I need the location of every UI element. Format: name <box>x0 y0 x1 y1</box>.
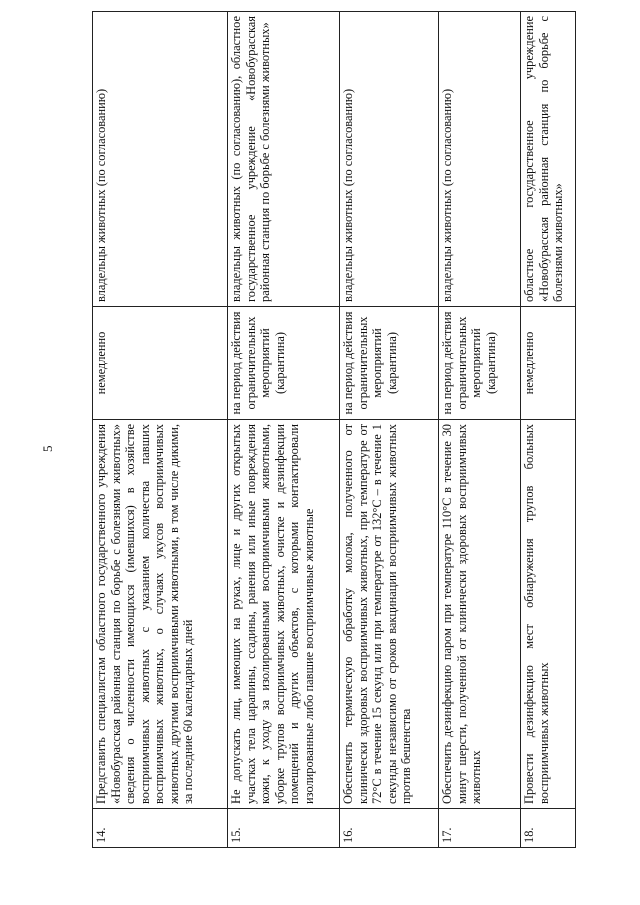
row-number: 14. <box>93 809 228 848</box>
row-number: 16. <box>340 809 439 848</box>
table-row <box>521 12 576 848</box>
term-cell: немедленно <box>93 307 228 420</box>
measure-cell: Не допускать лиц, имеющих на руках, лице и других открытых участках тела царапины, ссадины, ранения или иные повреждения кожи, к уходу за изолированными восприимчивыми животными, уборке трупов восприимчивых животных, очистке и дезинфекции помещений и других объектов, с которыми контактировали изолированные либо павшие восприимчивые животные <box>228 420 340 809</box>
measure-cell: Представить специалистам областного государственного учреждения «Новобурасская районная станция по борьбе с болезнями животных» сведения о численности имеющихся (имевшихся) в хозяйстве восприимчивых животных с указанием количества павших восприимчивых животных, о случаях укусов восприимчивых животных другими восприимчивыми животными, в том числе дикими, за последние 60 календарных дней <box>93 420 228 809</box>
term-cell: на период действия ограничительных мероприятий (карантина) <box>340 307 439 420</box>
measure-cell: Обеспечить термическую обработку молока, полученного от клинически здоровых восприимчивых животных, при температуре от 72°С в течение 15 секунд или при температуре от 132°С – в течение 1 секунды независимо от сроков вакцинации восприимчивых животных против бешенства <box>340 420 439 809</box>
table-row <box>228 12 340 848</box>
responsible-cell: владельцы животных (по согласованию), областное государственное учреждение «Новобурасская районная станция по борьбе с болезнями животных» <box>228 12 340 307</box>
row-number: 17. <box>439 809 521 848</box>
term-cell: немедленно <box>521 307 576 420</box>
responsible-cell: областное государственное учреждение «Новобурасская районная станция по борьбе с болезнями животных» <box>521 12 576 307</box>
table-row <box>340 12 439 848</box>
measures-table <box>92 11 576 848</box>
term-cell: на период действия ограничительных мероприятий (карантина) <box>439 307 521 420</box>
table-row <box>439 12 521 848</box>
term-cell: на период действия ограничительных мероприятий (карантина) <box>228 307 340 420</box>
responsible-cell: владельцы животных (по согласованию) <box>93 12 228 307</box>
rotated-table-container <box>92 16 565 848</box>
responsible-cell: владельцы животных (по согласованию) <box>439 12 521 307</box>
page-number: 5 <box>40 445 55 452</box>
responsible-cell: владельцы животных (по согласованию) <box>340 12 439 307</box>
measure-cell: Провести дезинфекцию мест обнаружения трупов больных восприимчивых животных <box>521 420 576 809</box>
measure-cell: Обеспечить дезинфекцию паром при температуре 110°С в течение 30 минут шерсти, полученной от клинически здоровых восприимчивых животных <box>439 420 521 809</box>
row-number: 18. <box>521 809 576 848</box>
row-number: 15. <box>228 809 340 848</box>
table-row <box>93 12 228 848</box>
